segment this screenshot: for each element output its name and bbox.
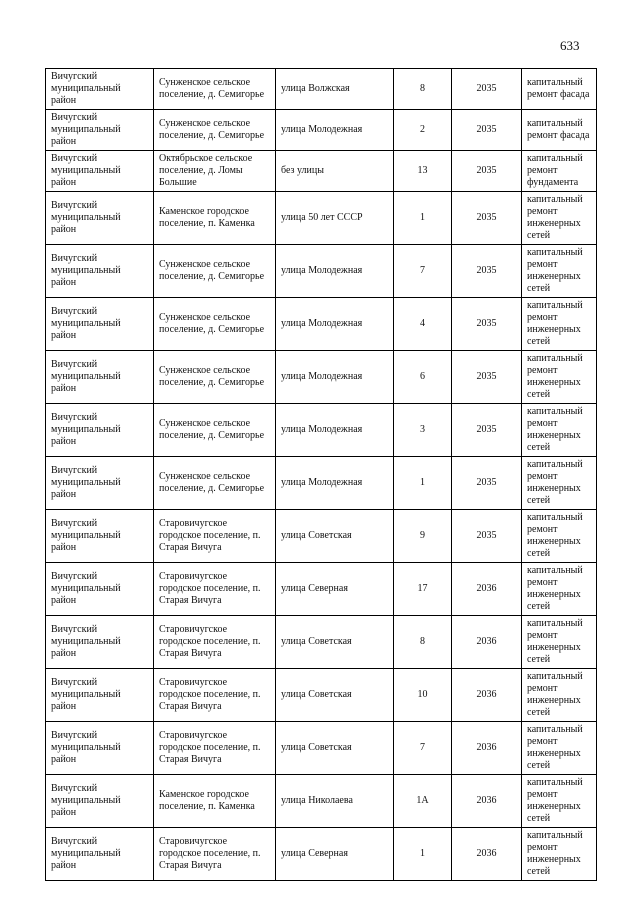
district-cell: Вичугский муниципальный район bbox=[46, 457, 154, 510]
work-type-cell: капитальный ремонт инженерных сетей bbox=[522, 616, 597, 669]
table-row bbox=[46, 298, 597, 351]
settlement-cell: Старовичугское городское поселение, п. Старая Вичуга bbox=[154, 563, 276, 616]
street-cell: улица Советская bbox=[276, 510, 394, 563]
work-type-cell: капитальный ремонт инженерных сетей bbox=[522, 457, 597, 510]
settlement-cell: Старовичугское городское поселение, п. Старая Вичуга bbox=[154, 616, 276, 669]
street-cell: улица Советская bbox=[276, 722, 394, 775]
year-cell: 2035 bbox=[452, 510, 522, 563]
year-cell: 2036 bbox=[452, 775, 522, 828]
street-cell: улица Молодежная bbox=[276, 298, 394, 351]
settlement-cell: Сунженское сельское поселение, д. Семигорье bbox=[154, 69, 276, 110]
district-cell: Вичугский муниципальный район bbox=[46, 616, 154, 669]
district-cell: Вичугский муниципальный район bbox=[46, 298, 154, 351]
house-number-cell: 1 bbox=[394, 192, 452, 245]
year-cell: 2036 bbox=[452, 722, 522, 775]
year-cell: 2035 bbox=[452, 457, 522, 510]
year-cell: 2035 bbox=[452, 110, 522, 151]
work-type-cell: капитальный ремонт инженерных сетей bbox=[522, 828, 597, 881]
house-number-cell: 17 bbox=[394, 563, 452, 616]
buildings-table bbox=[45, 68, 597, 881]
street-cell: улица Северная bbox=[276, 563, 394, 616]
settlement-cell: Сунженское сельское поселение, д. Семигорье bbox=[154, 298, 276, 351]
house-number-cell: 8 bbox=[394, 616, 452, 669]
house-number-cell: 10 bbox=[394, 669, 452, 722]
house-number-cell: 7 bbox=[394, 722, 452, 775]
district-cell: Вичугский муниципальный район bbox=[46, 245, 154, 298]
settlement-cell: Сунженское сельское поселение, д. Семигорье bbox=[154, 110, 276, 151]
street-cell: улица Молодежная bbox=[276, 457, 394, 510]
house-number-cell: 3 bbox=[394, 404, 452, 457]
year-cell: 2035 bbox=[452, 192, 522, 245]
table-row bbox=[46, 457, 597, 510]
work-type-cell: капитальный ремонт инженерных сетей bbox=[522, 245, 597, 298]
work-type-cell: капитальный ремонт инженерных сетей bbox=[522, 563, 597, 616]
settlement-cell: Старовичугское городское поселение, п. Старая Вичуга bbox=[154, 669, 276, 722]
street-cell: улица Советская bbox=[276, 669, 394, 722]
street-cell: улица Волжская bbox=[276, 69, 394, 110]
year-cell: 2036 bbox=[452, 616, 522, 669]
settlement-cell: Сунженское сельское поселение, д. Семигорье bbox=[154, 404, 276, 457]
house-number-cell: 1 bbox=[394, 828, 452, 881]
table-row bbox=[46, 775, 597, 828]
year-cell: 2036 bbox=[452, 669, 522, 722]
year-cell: 2035 bbox=[452, 351, 522, 404]
year-cell: 2035 bbox=[452, 298, 522, 351]
street-cell: улица Молодежная bbox=[276, 110, 394, 151]
house-number-cell: 1 bbox=[394, 457, 452, 510]
settlement-cell: Каменское городское поселение, п. Каменка bbox=[154, 775, 276, 828]
district-cell: Вичугский муниципальный район bbox=[46, 404, 154, 457]
table-row bbox=[46, 722, 597, 775]
district-cell: Вичугский муниципальный район bbox=[46, 510, 154, 563]
district-cell: Вичугский муниципальный район bbox=[46, 351, 154, 404]
table-row bbox=[46, 110, 597, 151]
street-cell: улица Советская bbox=[276, 616, 394, 669]
house-number-cell: 9 bbox=[394, 510, 452, 563]
table-row bbox=[46, 563, 597, 616]
work-type-cell: капитальный ремонт инженерных сетей bbox=[522, 669, 597, 722]
district-cell: Вичугский муниципальный район bbox=[46, 669, 154, 722]
table-row bbox=[46, 510, 597, 563]
work-type-cell: капитальный ремонт инженерных сетей bbox=[522, 510, 597, 563]
district-cell: Вичугский муниципальный район bbox=[46, 775, 154, 828]
work-type-cell: капитальный ремонт инженерных сетей bbox=[522, 775, 597, 828]
table-row bbox=[46, 192, 597, 245]
work-type-cell: капитальный ремонт инженерных сетей bbox=[522, 404, 597, 457]
table-row bbox=[46, 245, 597, 298]
year-cell: 2036 bbox=[452, 563, 522, 616]
table-row bbox=[46, 351, 597, 404]
work-type-cell: капитальный ремонт инженерных сетей bbox=[522, 351, 597, 404]
table-row bbox=[46, 669, 597, 722]
house-number-cell: 6 bbox=[394, 351, 452, 404]
street-cell: без улицы bbox=[276, 151, 394, 192]
street-cell: улица Молодежная bbox=[276, 404, 394, 457]
settlement-cell: Старовичугское городское поселение, п. Старая Вичуга bbox=[154, 722, 276, 775]
district-cell: Вичугский муниципальный район bbox=[46, 828, 154, 881]
work-type-cell: капитальный ремонт инженерных сетей bbox=[522, 298, 597, 351]
work-type-cell: капитальный ремонт фасада bbox=[522, 110, 597, 151]
settlement-cell: Сунженское сельское поселение, д. Семигорье bbox=[154, 245, 276, 298]
settlement-cell: Октябрьское сельское поселение, д. Ломы Большие bbox=[154, 151, 276, 192]
settlement-cell: Старовичугское городское поселение, п. Старая Вичуга bbox=[154, 510, 276, 563]
house-number-cell: 4 bbox=[394, 298, 452, 351]
year-cell: 2035 bbox=[452, 404, 522, 457]
street-cell: улица Николаева bbox=[276, 775, 394, 828]
table-row bbox=[46, 404, 597, 457]
district-cell: Вичугский муниципальный район bbox=[46, 151, 154, 192]
district-cell: Вичугский муниципальный район bbox=[46, 192, 154, 245]
table-row bbox=[46, 828, 597, 881]
page-number: 633 bbox=[560, 38, 580, 53]
settlement-cell: Сунженское сельское поселение, д. Семигорье bbox=[154, 457, 276, 510]
street-cell: улица Северная bbox=[276, 828, 394, 881]
district-cell: Вичугский муниципальный район bbox=[46, 563, 154, 616]
district-cell: Вичугский муниципальный район bbox=[46, 69, 154, 110]
table-row bbox=[46, 616, 597, 669]
year-cell: 2035 bbox=[452, 151, 522, 192]
work-type-cell: капитальный ремонт инженерных сетей bbox=[522, 192, 597, 245]
table-row bbox=[46, 151, 597, 192]
district-cell: Вичугский муниципальный район bbox=[46, 722, 154, 775]
settlement-cell: Сунженское сельское поселение, д. Семигорье bbox=[154, 351, 276, 404]
work-type-cell: капитальный ремонт инженерных сетей bbox=[522, 722, 597, 775]
house-number-cell: 13 bbox=[394, 151, 452, 192]
district-cell: Вичугский муниципальный район bbox=[46, 110, 154, 151]
settlement-cell: Старовичугское городское поселение, п. Старая Вичуга bbox=[154, 828, 276, 881]
house-number-cell: 2 bbox=[394, 110, 452, 151]
house-number-cell: 7 bbox=[394, 245, 452, 298]
work-type-cell: капитальный ремонт фундамента bbox=[522, 151, 597, 192]
street-cell: улица Молодежная bbox=[276, 245, 394, 298]
work-type-cell: капитальный ремонт фасада bbox=[522, 69, 597, 110]
year-cell: 2036 bbox=[452, 828, 522, 881]
settlement-cell: Каменское городское поселение, п. Каменка bbox=[154, 192, 276, 245]
year-cell: 2035 bbox=[452, 245, 522, 298]
year-cell: 2035 bbox=[452, 69, 522, 110]
table-row bbox=[46, 69, 597, 110]
street-cell: улица 50 лет СССР bbox=[276, 192, 394, 245]
house-number-cell: 8 bbox=[394, 69, 452, 110]
street-cell: улица Молодежная bbox=[276, 351, 394, 404]
house-number-cell: 1А bbox=[394, 775, 452, 828]
